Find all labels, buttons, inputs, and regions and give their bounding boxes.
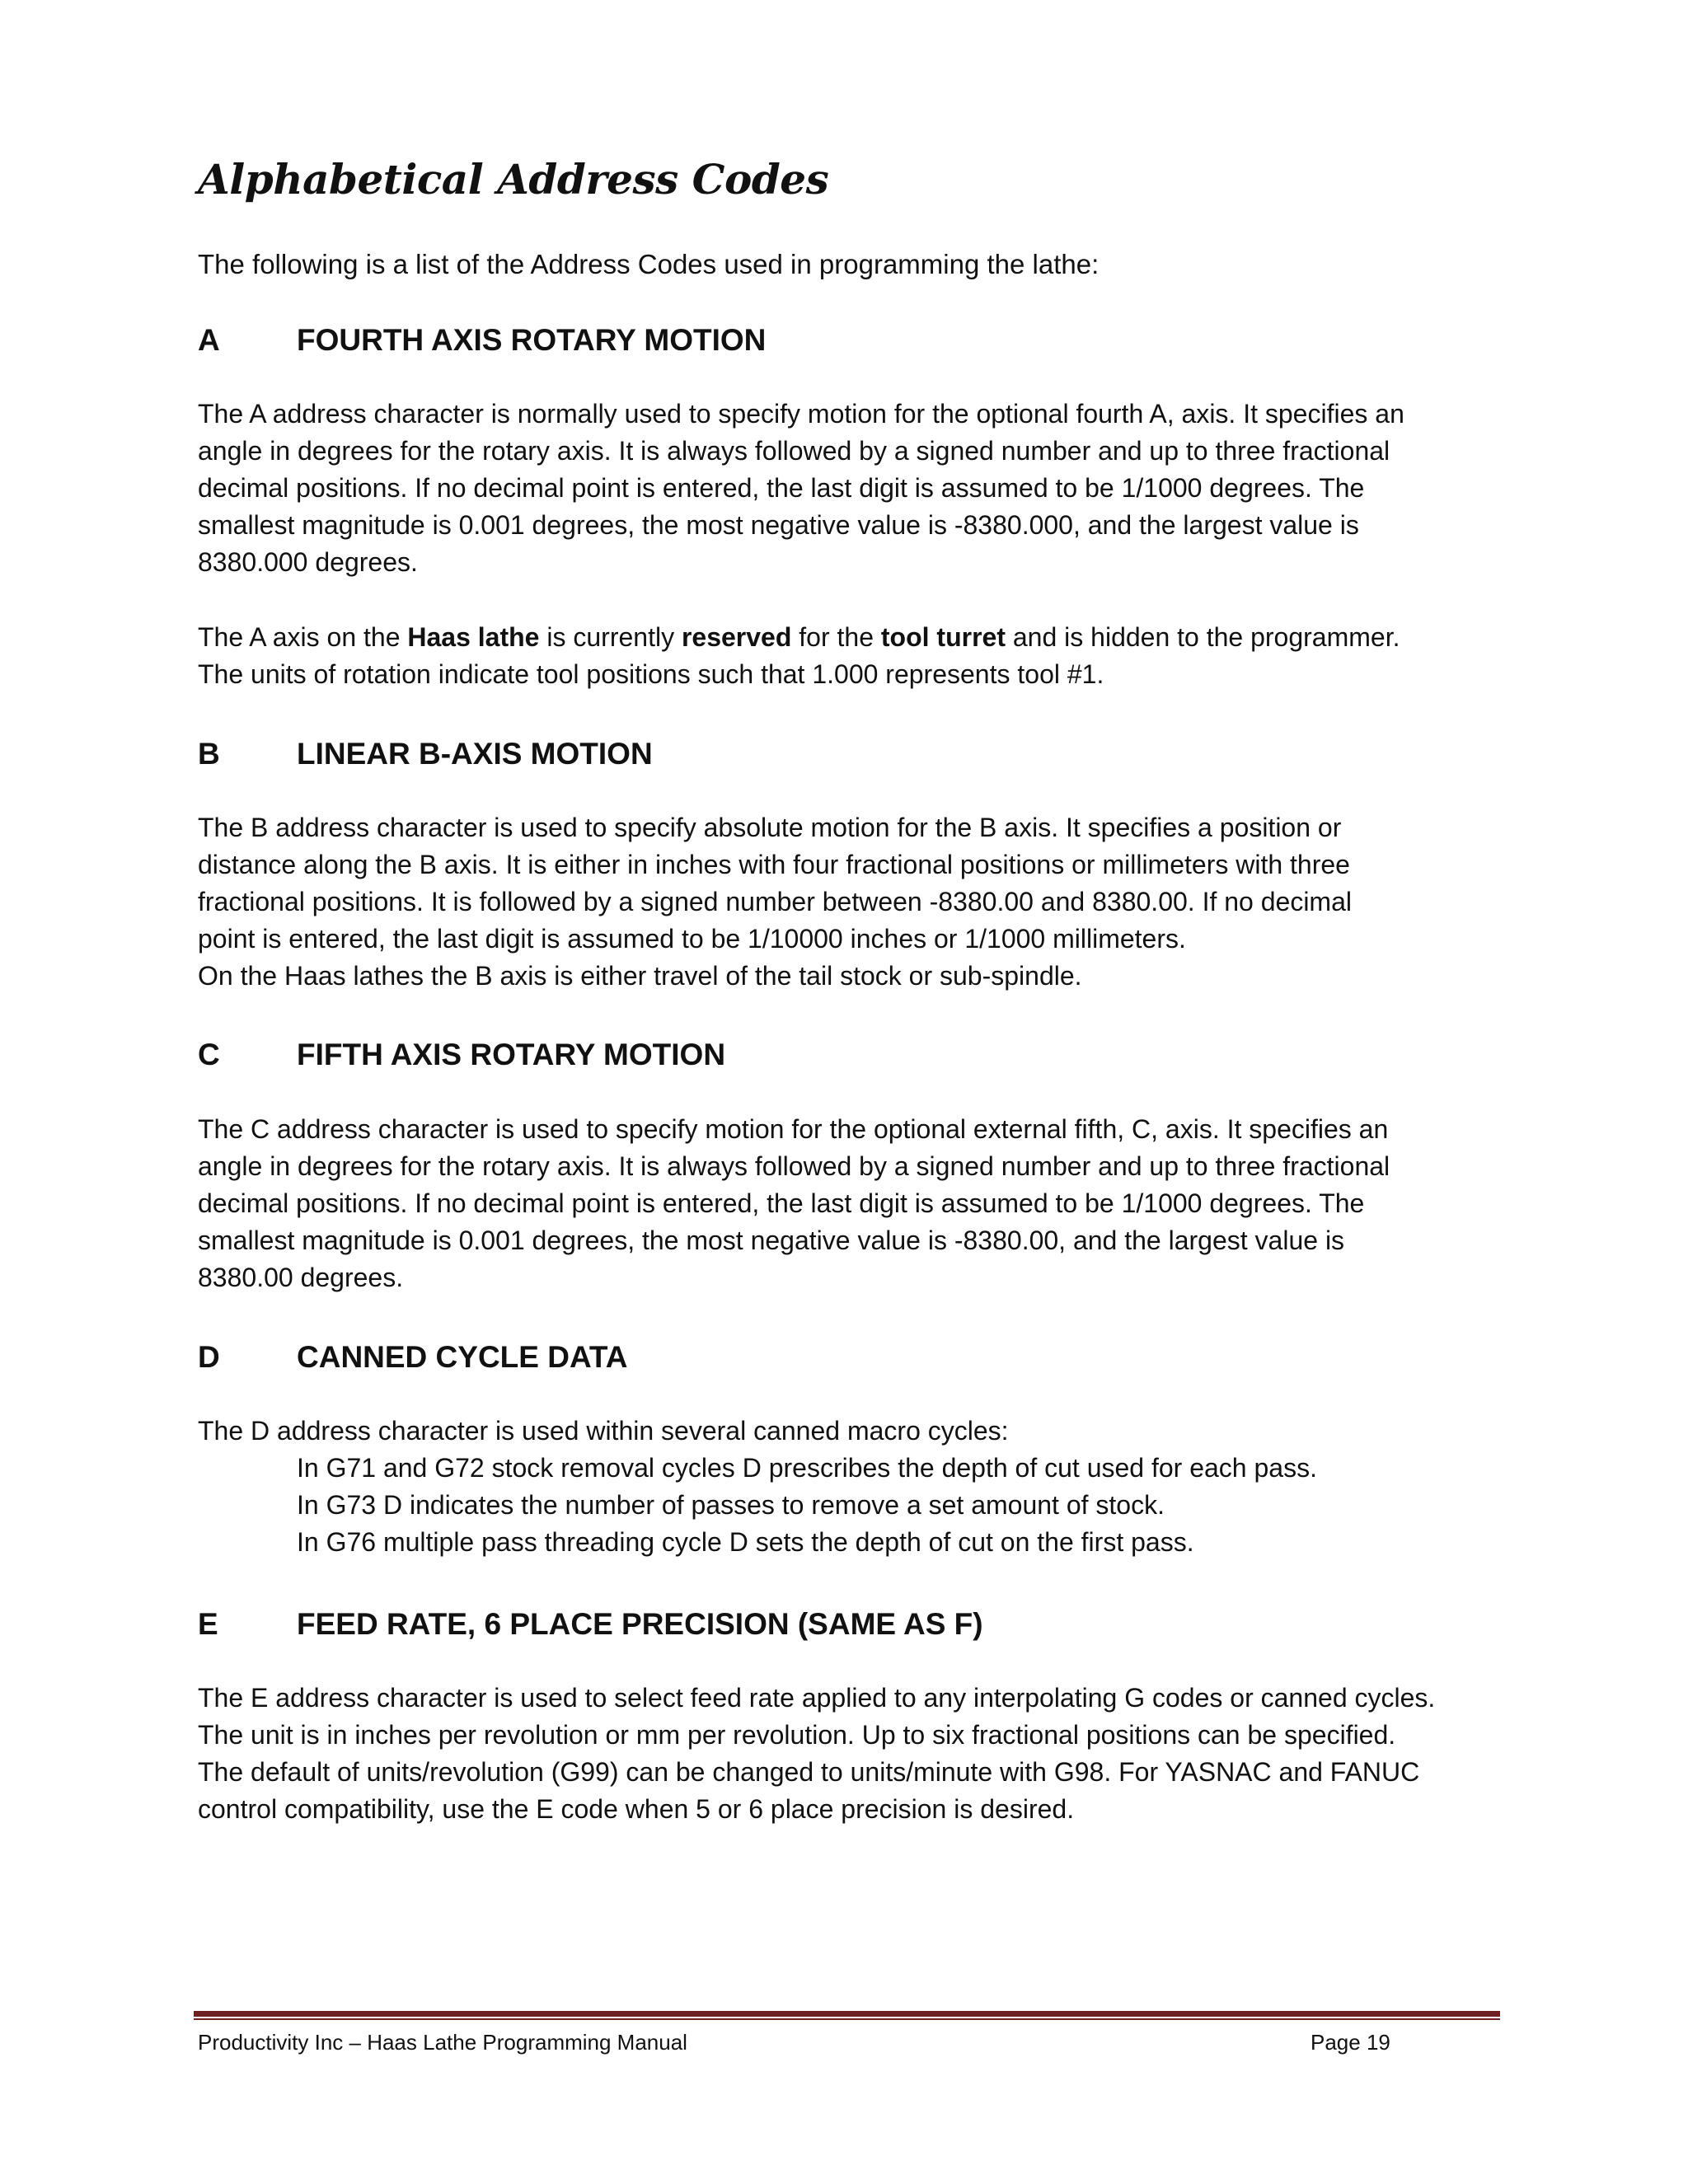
text-line: 8380.00 degrees. (198, 1263, 404, 1292)
text-line: On the Haas lathes the B axis is either travel of the tail stock or sub-spindle. (198, 961, 1082, 991)
text-line: The E address character is used to select feed rate applied to any interpolating G codes or canned cycles. (198, 1683, 1436, 1713)
section-c-letter: C (198, 1038, 220, 1071)
text-run: The A axis on the (198, 622, 408, 652)
footer-page-number: Page 19 (1311, 2030, 1390, 2055)
text-line: The unit is in inches per revolution or mm per revolution. Up to six fractional positions can be specified. (198, 1720, 1396, 1750)
text-line: decimal positions. If no decimal point is entered, the last digit is assumed to be 1/1000 degrees. The (198, 473, 1365, 503)
text-line: The units of rotation indicate tool positions such that 1.000 represents tool #1. (198, 659, 1104, 689)
section-a-title: FOURTH AXIS ROTARY MOTION (297, 323, 767, 357)
section-a-letter: A (198, 323, 220, 357)
text-line: The C address character is used to specify motion for the optional external fifth, C, axis. It specifies an (198, 1114, 1389, 1144)
page-title: Alphabetical Address Codes (198, 155, 829, 204)
section-a-paragraph-2 (198, 619, 1500, 693)
section-b-title: LINEAR B-AXIS MOTION (297, 737, 653, 771)
section-c-paragraph (198, 1111, 1500, 1296)
text-line: smallest magnitude is 0.001 degrees, the most negative value is -8380.000, and the largest value is (198, 510, 1359, 540)
footer-rule (194, 2011, 1500, 2017)
text-line: The default of units/revolution (G99) can be changed to units/minute with G98. For YASNAC and FANUC (198, 1757, 1420, 1787)
footer-rule-thin (194, 2018, 1500, 2020)
text-line: angle in degrees for the rotary axis. It is always followed by a signed number and up to three fractional (198, 1151, 1390, 1181)
bold-run: tool turret (880, 622, 1006, 652)
text-line: angle in degrees for the rotary axis. It is always followed by a signed number and up to three fractional (198, 436, 1390, 466)
footer-manual-title: Productivity Inc – Haas Lathe Programming Manual (198, 2030, 687, 2055)
section-c-title: FIFTH AXIS ROTARY MOTION (297, 1038, 726, 1071)
section-d-paragraph (198, 1413, 1500, 1561)
text-run: for the (791, 622, 881, 652)
list-item: In G71 and G72 stock removal cycles D prescribes the depth of cut used for each pass. (297, 1453, 1317, 1483)
text-line: point is entered, the last digit is assumed to be 1/10000 inches or 1/1000 millimeters. (198, 924, 1186, 954)
text-line: smallest magnitude is 0.001 degrees, the most negative value is -8380.00, and the largest value is (198, 1226, 1345, 1255)
text-line: control compatibility, use the E code when 5 or 6 place precision is desired. (198, 1794, 1075, 1824)
text-line: decimal positions. If no decimal point is entered, the last digit is assumed to be 1/1000 degrees. The (198, 1188, 1365, 1218)
section-e-title: FEED RATE, 6 PLACE PRECISION (SAME AS F) (297, 1607, 983, 1641)
list-item: In G73 D indicates the number of passes to remove a set amount of stock. (297, 1490, 1165, 1520)
section-d-heading (198, 1337, 628, 1378)
section-a-paragraph-1 (198, 396, 1500, 581)
intro-text: The following is a list of the Address Codes used in programming the lathe: (198, 249, 1100, 279)
section-b-paragraph (198, 809, 1500, 995)
section-a-heading (198, 320, 766, 361)
text-line: The B address character is used to specify absolute motion for the B axis. It specifies a position or (198, 813, 1342, 842)
section-d-letter: D (198, 1340, 220, 1374)
section-e-heading (198, 1604, 983, 1645)
bold-run: reserved (681, 622, 792, 652)
text-run: is currently (539, 622, 682, 652)
text-line: distance along the B axis. It is either in inches with four fractional positions or millimeters with three (198, 850, 1350, 879)
section-b-heading (198, 733, 653, 775)
bold-run: Haas lathe (407, 622, 540, 652)
section-b-letter: B (198, 737, 220, 771)
text-line: The D address character is used within several canned macro cycles: (198, 1416, 1009, 1446)
section-e-letter: E (198, 1607, 218, 1641)
text-line (198, 619, 1500, 656)
section-d-title: CANNED CYCLE DATA (297, 1340, 628, 1374)
text-line: fractional positions. It is followed by a signed number between -8380.00 and 8380.00. If no decimal (198, 887, 1352, 916)
text-line: The A address character is normally used to specify motion for the optional fourth A, axis. It specifies an (198, 399, 1404, 429)
section-e-paragraph (198, 1680, 1500, 1828)
section-c-heading (198, 1034, 725, 1076)
text-run: and is hidden to the programmer. (1005, 622, 1400, 652)
list-item: In G76 multiple pass threading cycle D sets the depth of cut on the first pass. (297, 1527, 1194, 1557)
text-line: 8380.000 degrees. (198, 547, 418, 577)
